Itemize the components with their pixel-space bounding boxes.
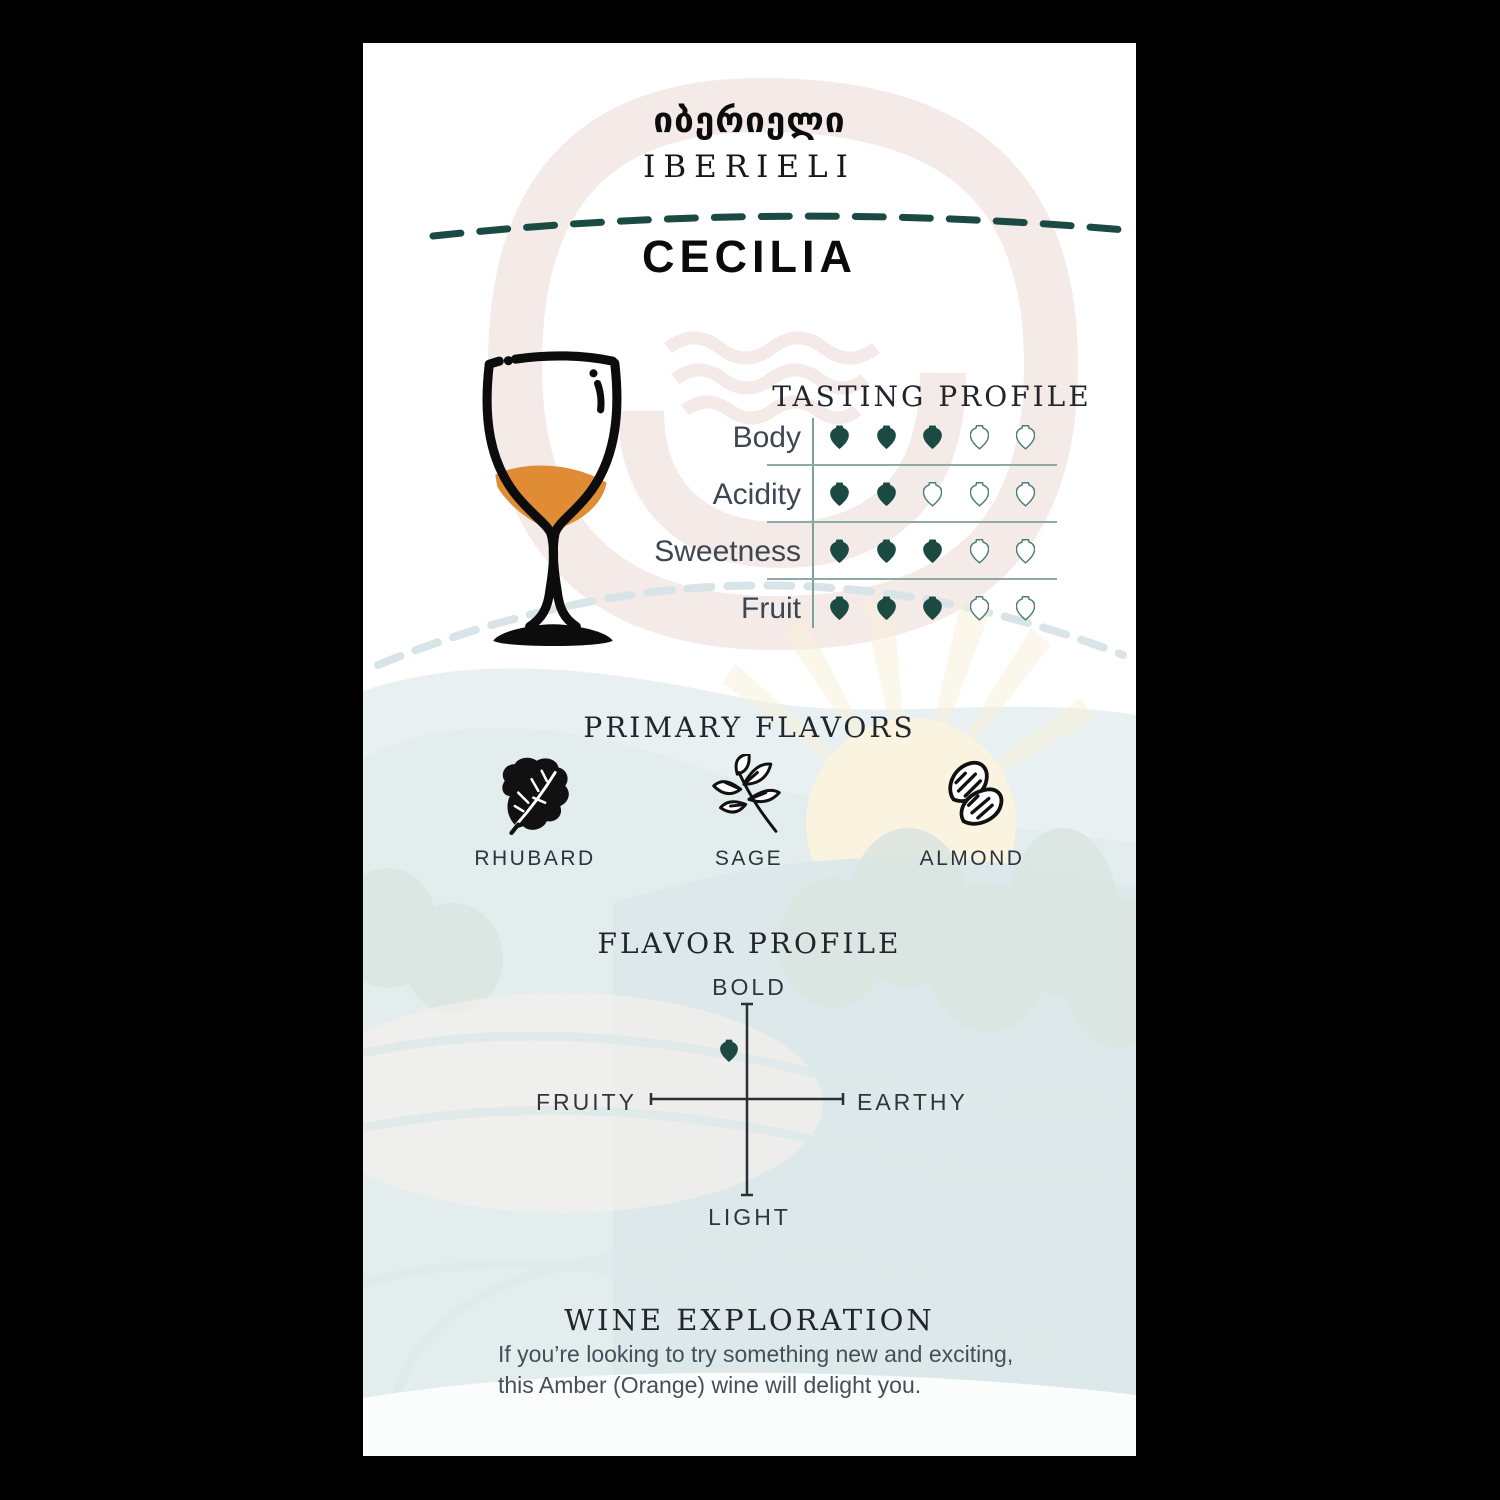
rhubarb-leaf-icon (445, 755, 625, 837)
flavor-item-label: SAGE (714, 847, 784, 870)
tasting-rows (363, 409, 1136, 637)
wine-name: CECILIA (642, 231, 857, 282)
exploration-text-line: this Amber (Orange) wine will delight you. (498, 1372, 922, 1398)
flavor-item-rhubard (445, 755, 625, 871)
amphora-icon (877, 482, 896, 507)
brand-georgian: იბერიელი (653, 101, 846, 141)
amphora-icon (923, 425, 942, 450)
tasting-row-label: Body (732, 420, 801, 454)
axis-label-light: LIGHT (708, 1204, 791, 1230)
flavor-profile-title: FLAVOR PROFILE (597, 927, 902, 960)
tasting-row (363, 523, 1136, 580)
amphora-icon (1016, 539, 1035, 564)
axis-label-earthy: EARTHY (857, 1089, 968, 1115)
almonds-icon (882, 755, 1062, 837)
amphora-icon (1016, 596, 1035, 621)
sage-sprig-icon (659, 755, 839, 837)
flavor-item-label: RHUBARD (474, 847, 596, 870)
amphora-icon (1016, 425, 1035, 450)
row-separator (767, 521, 1057, 523)
axis-label-fruity: FRUITY (535, 1089, 637, 1115)
amphora-icon (830, 539, 849, 564)
tasting-row-label: Acidity (712, 477, 801, 511)
flavor-item-sage (659, 755, 839, 871)
tasting-row-label: Sweetness (654, 534, 801, 568)
tasting-row (363, 580, 1136, 637)
amphora-icon (830, 482, 849, 507)
exploration-text (498, 1339, 1028, 1401)
axis-label-bold: BOLD (712, 974, 787, 1000)
primary-flavors-title: PRIMARY FLAVORS (583, 711, 916, 744)
tasting-row-icons (830, 596, 1035, 621)
amphora-icon (877, 596, 896, 621)
amphora-icon (877, 425, 896, 450)
exploration-text-line: If you’re looking to try something new and exciting, (498, 1341, 1014, 1367)
tasting-row-icons (830, 482, 1035, 507)
tasting-row-label: Fruit (741, 591, 801, 625)
column-separator (812, 418, 814, 628)
wine-tasting-card (363, 43, 1136, 1456)
amphora-icon (970, 596, 989, 621)
flavor-item-label: ALMOND (919, 847, 1025, 870)
tasting-row-icons (830, 425, 1035, 450)
amphora-icon (970, 425, 989, 450)
tasting-row (363, 409, 1136, 466)
amphora-icon (923, 539, 942, 564)
amphora-icon (970, 539, 989, 564)
tasting-row (363, 466, 1136, 523)
brand-name: IBERIELI (643, 149, 856, 185)
amphora-icon (830, 425, 849, 450)
flavor-item-almond (882, 755, 1062, 871)
amphora-icon (923, 482, 942, 507)
tasting-row-icons (830, 539, 1035, 564)
row-separator (767, 464, 1057, 466)
amphora-icon (923, 596, 942, 621)
tasting-profile-title: TASTING PROFILE (772, 380, 1092, 413)
exploration-title: WINE EXPLORATION (564, 1303, 935, 1337)
amphora-icon (830, 596, 849, 621)
amphora-icon (970, 482, 989, 507)
amphora-icon (877, 539, 896, 564)
flavor-point-marker (720, 1039, 738, 1063)
amphora-icon (1016, 482, 1035, 507)
row-separator (767, 578, 1057, 580)
